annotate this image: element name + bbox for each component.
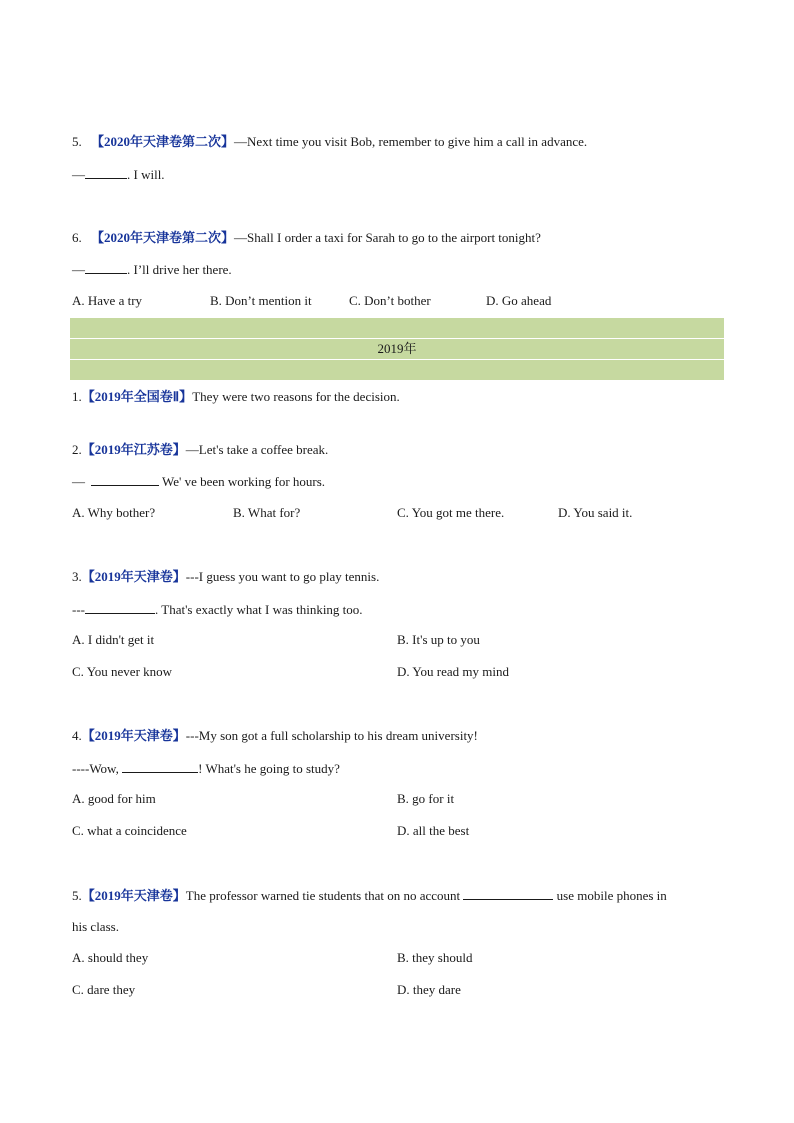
answer-blank[interactable] [85,166,127,179]
option-d[interactable]: D. all the best [397,823,470,838]
question-2019-5 [72,887,667,904]
bracket-close: 】 [221,230,235,245]
answer-line-2019-3 [72,601,363,618]
question-prompt: They were two reasons for the decision. [192,389,400,404]
bracket-open: 【 [81,888,95,903]
option-a[interactable]: A. I didn't get it [72,632,155,647]
reply-dash: — [72,262,85,277]
question-prompt: ---I guess you want to go play tennis. [185,569,380,584]
banner-rule [70,338,724,339]
question-prompt: ---My son got a full scholarship to his dream university! [185,728,478,743]
reply-text: We' ve been working for hours. [159,474,326,489]
option-c[interactable]: C. Don’t bother [349,293,431,308]
question-2020-6 [72,230,541,246]
option-b[interactable]: B. go for it [397,791,455,806]
question-source: 2020年天津卷第二次 [104,230,222,245]
option-c[interactable]: C. You got me there. [397,505,505,520]
answer-blank[interactable] [463,887,553,900]
option-b[interactable]: B. It's up to you [397,632,480,647]
question-prompt: —Shall I order a taxi for Sarah to go to the airport tonight? [234,230,541,245]
answer-blank[interactable] [85,261,127,274]
bracket-close: 】 [172,442,186,457]
question-source: 2019年天津卷 [94,569,173,584]
bracket-open: 【 [91,230,105,245]
option-d[interactable]: D. they dare [397,982,461,997]
question-number: 6. [72,230,82,245]
question-2019-3 [72,569,379,585]
answer-line-2020-5 [72,166,165,183]
bracket-open: 【 [91,134,105,149]
question-prompt: use mobile phones in [553,888,667,903]
reply-dash: --- [72,602,85,617]
reply-dash: — [72,167,85,182]
option-a[interactable]: A. good for him [72,791,156,806]
option-c[interactable]: C. dare they [72,982,136,997]
answer-blank[interactable] [122,760,198,773]
question-number: 1. [72,389,82,404]
option-d[interactable]: D. You said it. [558,505,633,520]
question-prompt: —Let's take a coffee break. [185,442,329,457]
option-a[interactable]: A. should they [72,950,149,965]
option-c[interactable]: C. You never know [72,664,173,679]
bracket-close: 】 [172,569,186,584]
bracket-open: 【 [81,728,95,743]
question-source: 2020年天津卷第二次 [104,134,222,149]
answer-line-2019-2 [72,473,325,490]
bracket-close: 】 [172,888,186,903]
option-d[interactable]: D. Go ahead [486,293,552,308]
question-number: 5. [72,888,82,903]
question-2020-5 [72,134,587,150]
option-b[interactable]: B. they should [397,950,473,965]
question-2019-4 [72,728,478,744]
question-prompt: his class. [72,919,119,934]
question-source: 2019年全国卷Ⅱ [94,389,180,404]
reply-text: ! What's he going to study? [198,761,340,776]
reply-text: . That's exactly what I was thinking too. [155,602,363,617]
bracket-open: 【 [81,389,95,404]
bracket-open: 【 [81,569,95,584]
section-banner-2019 [70,318,724,380]
question-number: 5. [72,134,82,149]
question-number: 2. [72,442,82,457]
question-source: 2019年江苏卷 [94,442,173,457]
option-c[interactable]: C. what a coincidence [72,823,187,838]
option-d[interactable]: D. You read my mind [397,664,509,679]
reply-dash: — [72,474,85,489]
question-source: 2019年天津卷 [94,728,173,743]
question-number: 4. [72,728,82,743]
banner-rule [70,359,724,360]
question-source: 2019年天津卷 [94,888,173,903]
question-2019-5-continued [72,919,119,935]
bracket-close: 】 [172,728,186,743]
question-2019-1 [72,389,400,405]
option-b[interactable]: B. What for? [233,505,301,520]
bracket-close: 】 [179,389,193,404]
reply-text: . I’ll drive her there. [127,262,232,277]
question-2019-2 [72,442,328,458]
bracket-close: 】 [221,134,235,149]
question-prompt: The professor warned tie students that on no account [185,888,464,903]
answer-line-2019-4 [72,760,340,777]
answer-blank[interactable] [91,473,159,486]
option-a[interactable]: A. Why bother? [72,505,156,520]
bracket-open: 【 [81,442,95,457]
answer-blank[interactable] [85,601,155,614]
answer-line-2020-6 [72,261,232,278]
reply-text: ----Wow, [72,761,123,776]
reply-text: . I will. [127,167,165,182]
option-b[interactable]: B. Don’t mention it [210,293,312,308]
section-title: 2019年 [377,341,417,356]
option-a[interactable]: A. Have a try [72,293,143,308]
question-prompt: —Next time you visit Bob, remember to give him a call in advance. [234,134,588,149]
question-number: 3. [72,569,82,584]
